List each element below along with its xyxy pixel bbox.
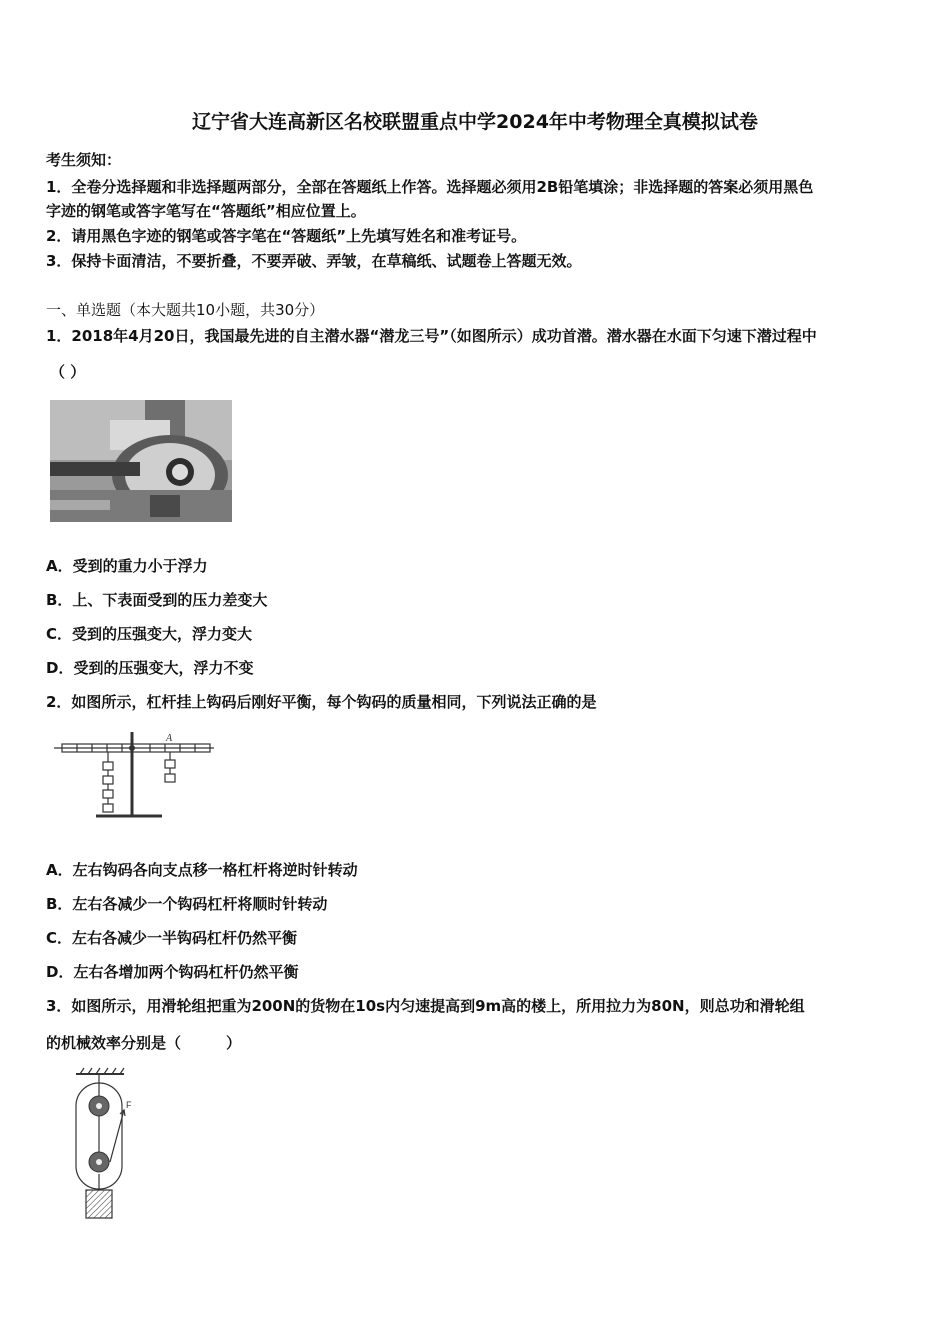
lever-label-a: A	[166, 733, 173, 744]
lever-figure	[50, 728, 220, 828]
q1-stem-line-2: （ ）	[50, 363, 86, 381]
notice-item-3: 3．保持卡面清洁，不要折叠，不要弄破、弄皱，在草稿纸、试题卷上答题无效。	[46, 252, 582, 270]
notice-item-2: 2．请用黑色字迹的钢笔或答字笔在“答题纸”上先填写姓名和准考证号。	[46, 227, 527, 245]
q2-option-c: C．左右各减少一半钩码杠杆仍然平衡	[46, 929, 298, 947]
q2-option-d: D．左右各增加两个钩码杠杆仍然平衡	[46, 963, 299, 981]
q1-stem-line-1: 1．2018年4月20日，我国最先进的自主潜水器“潜龙三号”（如图所示）成功首潜。潜水器在水面下匀速下潜过程中	[46, 327, 817, 345]
notice-heading: 考生须知：	[46, 151, 122, 169]
section-heading: 一、单选题（本大题共10小题，共30分）	[46, 301, 325, 319]
q1-option-d: D．受到的压强变大，浮力不变	[46, 659, 254, 677]
q2-stem: 2．如图所示，杠杆挂上钩码后刚好平衡，每个钩码的质量相同，下列说法正确的是	[46, 693, 597, 711]
pulley-system-figure	[70, 1066, 140, 1222]
q1-option-a: A．受到的重力小于浮力	[46, 557, 208, 575]
q3-stem-line-2: 的机械效率分别是（ ）	[46, 1034, 242, 1052]
q3-stem-line-1: 3．如图所示，用滑轮组把重为200N的货物在10s内匀速提高到9m高的楼上，所用拉力为80N，则总功和滑轮组	[46, 997, 805, 1015]
notice-item-1-line-1: 1．全卷分选择题和非选择题两部分，全部在答题纸上作答。选择题必须用2B铅笔填涂；非选择题的答案必须用黑色	[46, 178, 814, 196]
notice-item-1-line-2: 字迹的钢笔或答字笔写在“答题纸”相应位置上。	[46, 202, 366, 220]
q1-option-b: B．上、下表面受到的压力差变大	[46, 591, 268, 609]
q2-option-a: A．左右钩码各向支点移一格杠杆将逆时针转动	[46, 861, 358, 879]
submersible-photo	[50, 400, 232, 522]
page-title: 辽宁省大连高新区名校联盟重点中学2024年中考物理全真模拟试卷	[192, 111, 758, 133]
pulley-force-label: F	[126, 1100, 132, 1110]
q1-option-c: C．受到的压强变大，浮力变大	[46, 625, 253, 643]
q2-option-b: B．左右各减少一个钩码杠杆将顺时针转动	[46, 895, 328, 913]
